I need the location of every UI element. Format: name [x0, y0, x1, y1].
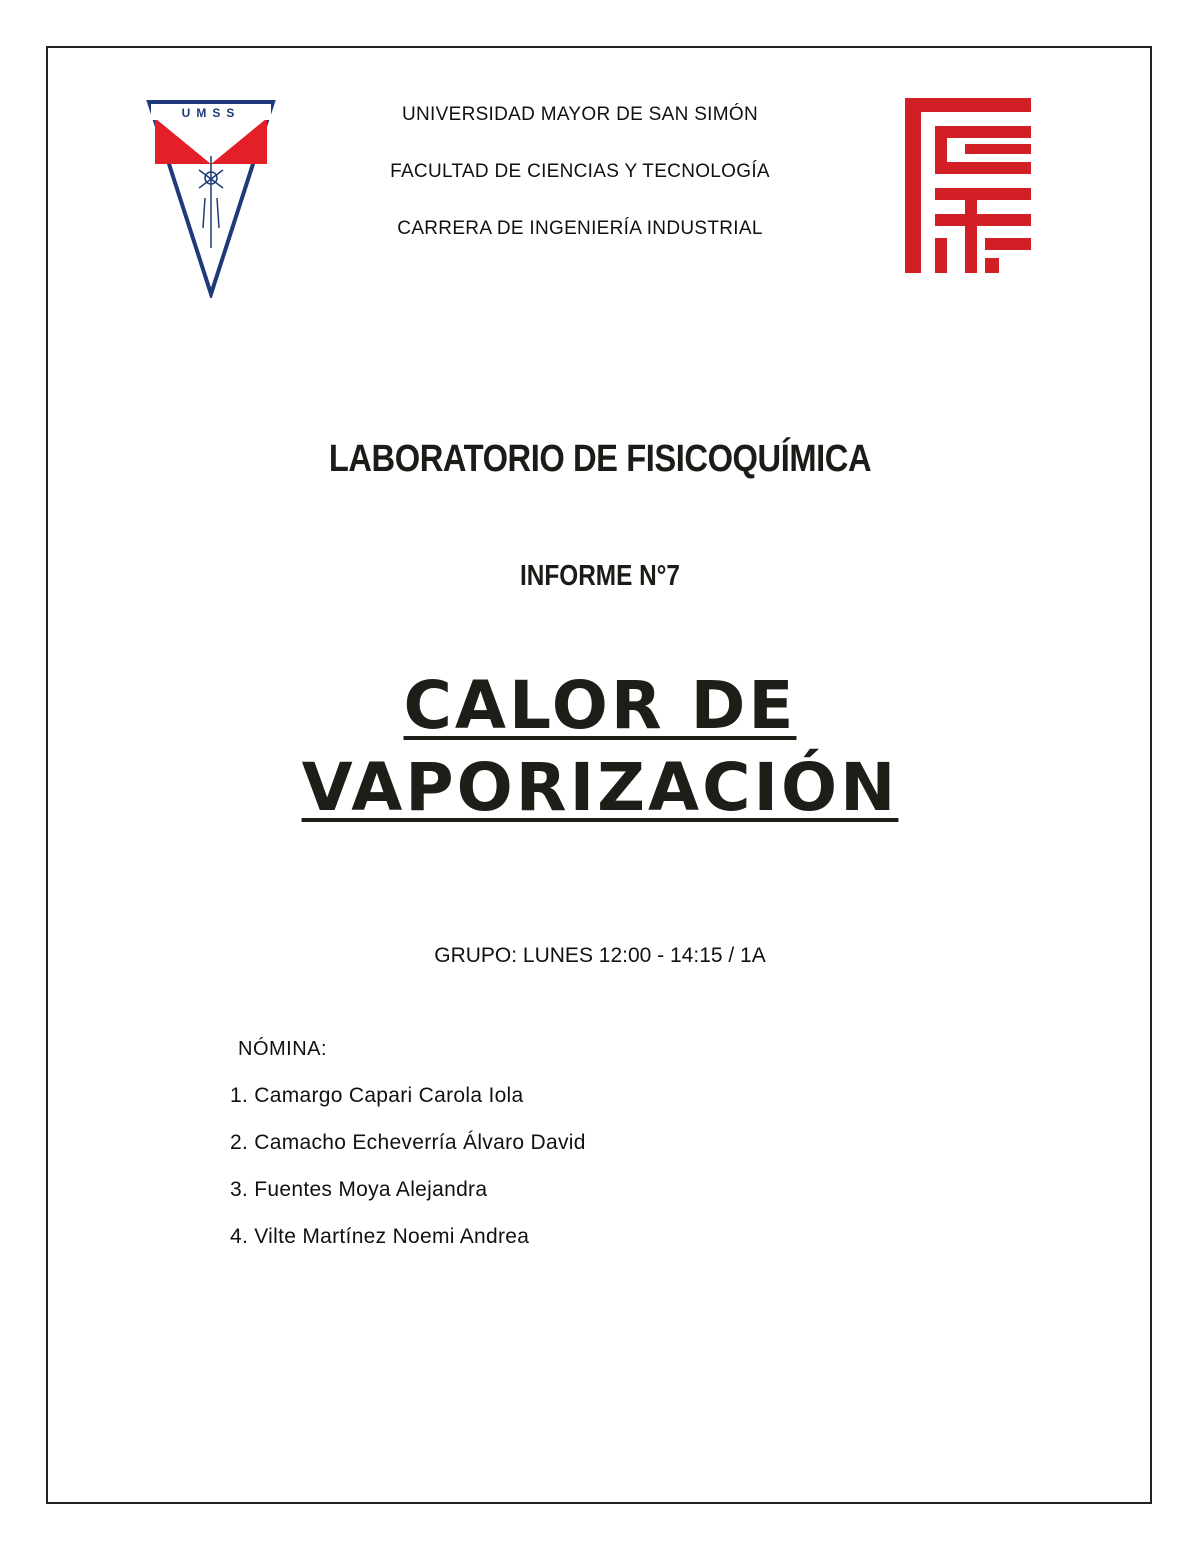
- umss-logo-text: UMSS: [181, 106, 241, 120]
- member-list: [230, 1082, 586, 1270]
- nomina-label: NÓMINA:: [238, 1038, 328, 1060]
- university-name: UNIVERSIDAD MAYOR DE SAN SIMÓN: [402, 104, 758, 125]
- main-title-line-1: CALOR DE: [403, 667, 797, 744]
- umss-logo: [145, 98, 277, 298]
- fcyt-logo-shapes: [905, 98, 1031, 273]
- list-item: 2. Camacho Echeverría Álvaro David: [230, 1131, 586, 1154]
- main-title: [0, 665, 1200, 829]
- career-name: CARRERA DE INGENIERÍA INDUSTRIAL: [397, 218, 763, 239]
- list-item: 1. Camargo Capari Carola Iola: [230, 1084, 524, 1107]
- group-info: GRUPO: LUNES 12:00 - 14:15 / 1A: [434, 944, 766, 967]
- main-title-line-2: VAPORIZACIÓN: [301, 749, 899, 826]
- institution-header: [330, 100, 830, 271]
- list-item: 3. Fuentes Moya Alejandra: [230, 1178, 488, 1201]
- list-item: 4. Vilte Martínez Noemi Andrea: [230, 1225, 530, 1248]
- lab-title: LABORATORIO DE FISICOQUÍMICA: [328, 438, 872, 480]
- fcyt-logo: [905, 98, 1031, 273]
- report-number: INFORME N°7: [520, 560, 680, 592]
- faculty-name: FACULTAD DE CIENCIAS Y TECNOLOGÍA: [390, 161, 770, 182]
